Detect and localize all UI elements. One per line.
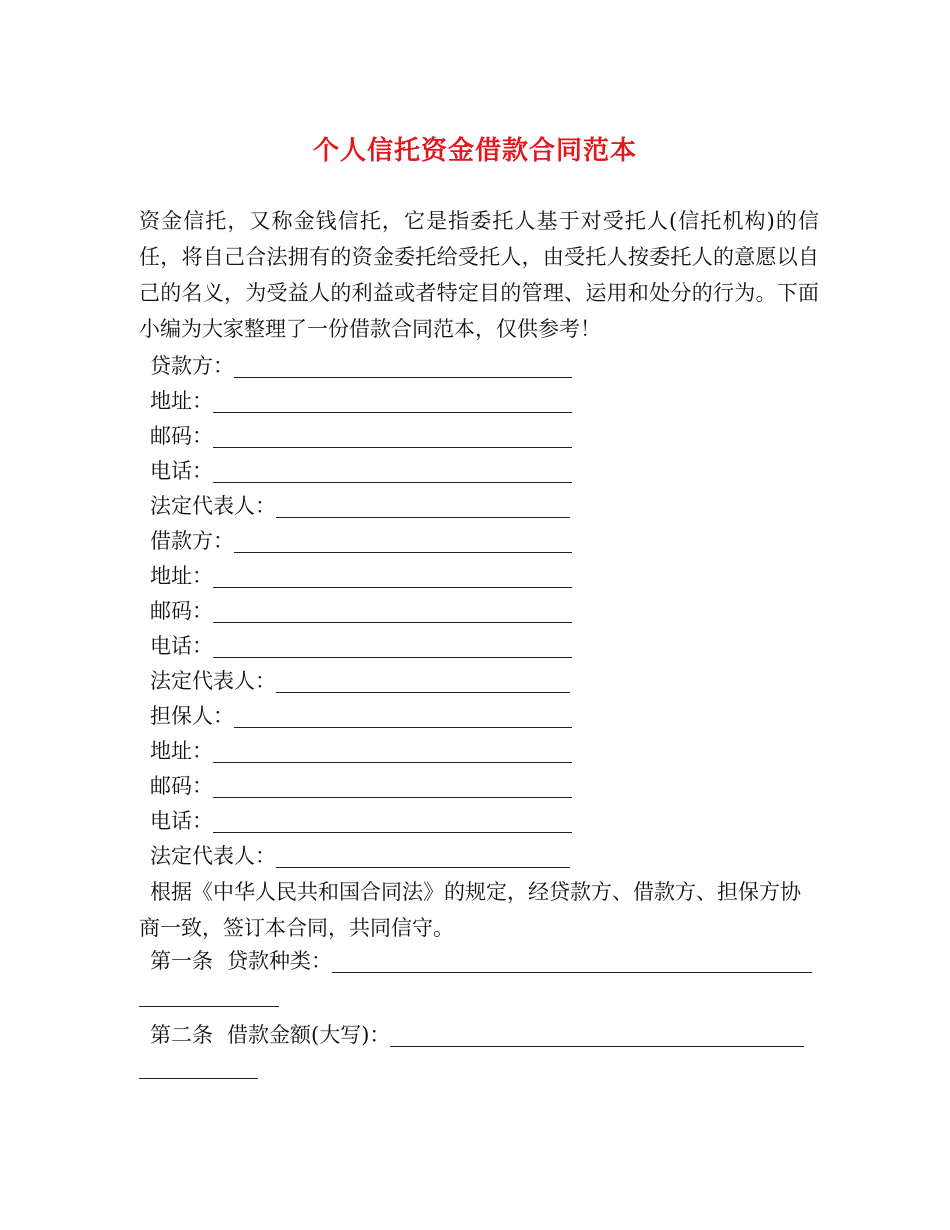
borrower-legal-rep-field [150,664,572,699]
intro-paragraph: 资金信托，又称金钱信托，它是指委托人基于对受托人(信托机构)的信任，将自己合法拥有的资金委托给受托人，由受托人按委托人的意愿以自己的名义，为受益人的利益或者特定目的管理、运用和处分的行为。下面小编为大家整理了一份借款合同范本，仅供参考！ [139,209,819,341]
borrower-address-field [150,559,572,594]
guarantor-name-field [150,699,572,734]
fill-blank [213,736,572,763]
fill-blank [390,1020,804,1047]
borrower-postcode-field [150,594,572,629]
field-label: 法定代表人： [150,844,276,868]
fill-blank [213,596,572,623]
lender-address-field [150,384,572,419]
basis-paragraph [139,874,819,946]
field-label: 邮码： [150,599,213,623]
clause-1 [150,944,812,979]
clause-number: 第一条 [150,949,213,973]
field-label: 地址： [150,739,213,763]
clause-label: 借款金额(大写)： [227,1023,391,1047]
field-label: 邮码： [150,424,213,448]
field-label: 地址： [150,389,213,413]
field-label: 借款方： [150,529,234,553]
basis-text: 根据《中华人民共和国合同法》的规定，经贷款方、借款方、担保方协商一致，签订本合同，共同信守。 [139,880,801,940]
fill-blank [213,456,572,483]
fill-blank [234,526,572,553]
lender-phone-field [150,454,572,489]
fill-blank [213,561,572,588]
fill-blank [276,666,570,693]
clause-label: 贷款种类： [227,949,332,973]
field-label: 电话： [150,809,213,833]
field-label: 邮码： [150,774,213,798]
clause-1-continuation-blank [139,1005,279,1007]
clause-2 [150,1018,804,1053]
fill-blank [213,806,572,833]
guarantor-phone-field [150,804,572,839]
clause-number: 第二条 [150,1023,213,1047]
field-label: 法定代表人： [150,669,276,693]
guarantor-postcode-field [150,769,572,804]
fill-blank [234,351,572,378]
fill-blank [213,631,572,658]
field-label: 法定代表人： [150,494,276,518]
field-label: 贷款方： [150,354,234,378]
lender-legal-rep-field [150,489,572,524]
field-label: 电话： [150,634,213,658]
fill-blank [332,946,812,973]
party-fields [150,349,572,874]
fill-blank [276,841,570,868]
guarantor-address-field [150,734,572,769]
fill-blank [213,386,572,413]
document-title: 个人信托资金借款合同范本 [312,136,637,166]
borrower-name-field [150,524,572,559]
fill-blank [276,491,570,518]
field-label: 担保人： [150,704,234,728]
field-label: 电话： [150,459,213,483]
lender-name-field [150,349,572,384]
fill-blank [213,771,572,798]
lender-postcode-field [150,419,572,454]
field-label: 地址： [150,564,213,588]
fill-blank [234,701,572,728]
guarantor-legal-rep-field [150,839,572,874]
clause-2-continuation-blank [139,1077,258,1079]
fill-blank [213,421,572,448]
borrower-phone-field [150,629,572,664]
